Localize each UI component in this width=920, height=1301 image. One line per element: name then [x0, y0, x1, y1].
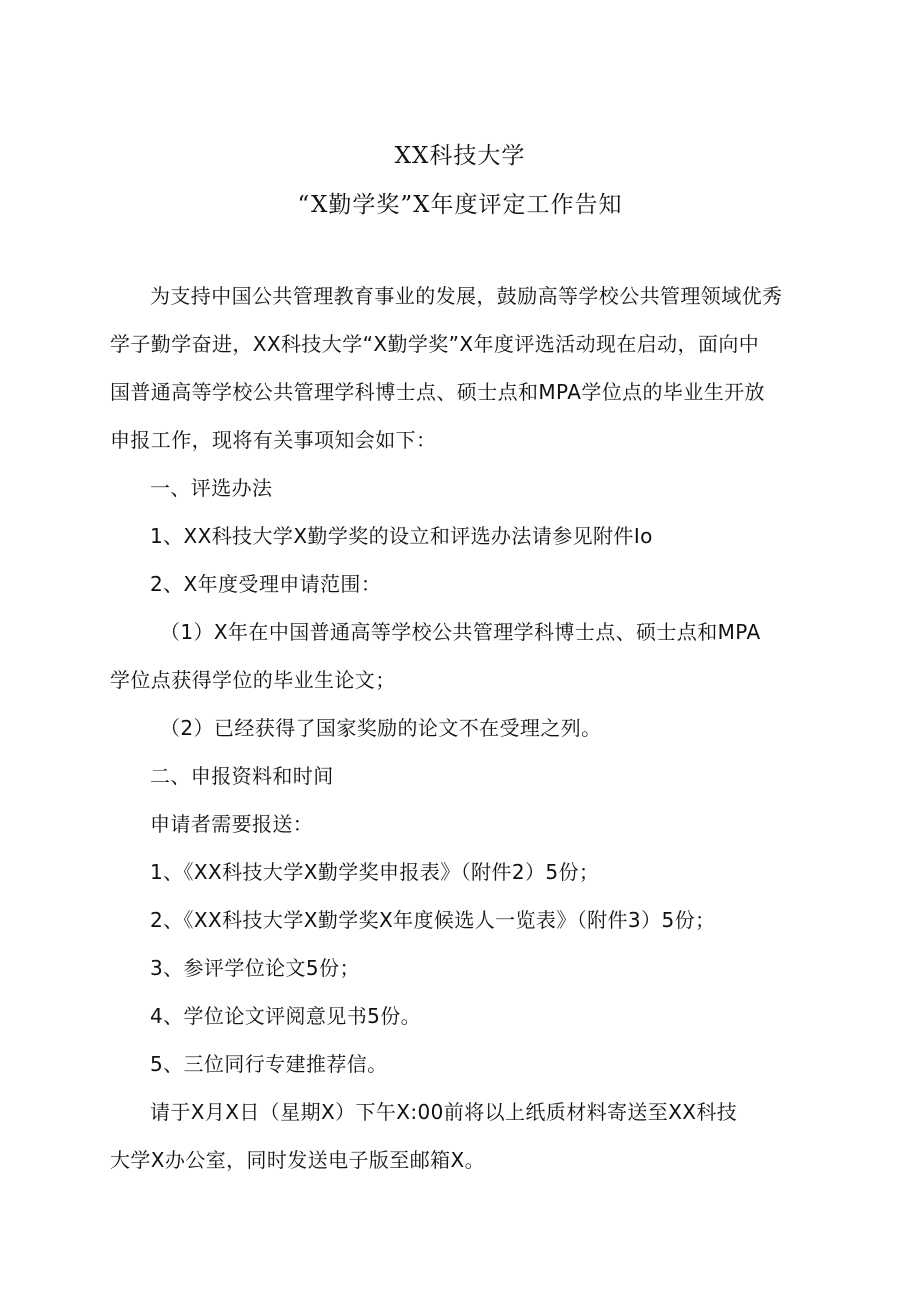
intro-paragraph-line-1: 为支持中国公共管理教育事业的发展，鼓励高等学校公共管理领域优秀 — [150, 284, 783, 308]
closing-paragraph-line-2: 大学X办公室，同时发送电子版至邮箱X。 — [110, 1148, 486, 1172]
section-1-heading: 一、评选办法 — [150, 476, 273, 500]
section-1-subitem-1-line-1: （1）X年在中国普通高等学校公共管理学科博士点、硕士点和MPA — [160, 620, 761, 644]
section-2-item-3: 3、参评学位论文5份； — [150, 956, 360, 980]
section-2-item-2: 2、《XX科技大学X勤学奖X年度候选人一览表》（附件3）5份； — [150, 908, 716, 932]
intro-paragraph-line-4: 申报工作，现将有关事项知会如下： — [110, 428, 437, 452]
intro-paragraph-line-3: 国普通高等学校公共管理学科博士点、硕士点和MPA学位点的毕业生开放 — [110, 380, 765, 404]
intro-paragraph-line-2: 学子勤学奋进，XX科技大学“X勤学奖”X年度评选活动现在启动，面向中 — [110, 332, 760, 356]
section-2-item-1: 1、《XX科技大学X勤学奖申报表》（附件2）5份； — [150, 860, 600, 884]
section-1-subitem-2: （2）已经获得了国家奖励的论文不在受理之列。 — [160, 716, 602, 740]
section-2-heading: 二、申报资料和时间 — [150, 764, 334, 788]
section-2-item-4: 4、学位论文评阅意见书5份。 — [150, 1004, 422, 1028]
closing-paragraph-line-1: 请于X月X日（星期X）下午X:00前将以上纸质材料寄送至XX科技 — [150, 1100, 738, 1124]
document-subtitle: “X勤学奖”X年度评定工作告知 — [297, 192, 623, 218]
section-2-item-5: 5、三位同行专建推荐信。 — [150, 1052, 388, 1076]
document-title: XX科技大学 — [394, 143, 526, 169]
section-1-subitem-1-line-2: 学位点获得学位的毕业生论文； — [110, 668, 396, 692]
section-1-item-2: 2、X年度受理申请范围： — [150, 572, 382, 596]
section-1-item-1: 1、XX科技大学X勤学奖的设立和评选办法请参见附件Io — [150, 524, 653, 548]
section-2-intro: 申请者需要报送： — [150, 812, 314, 836]
